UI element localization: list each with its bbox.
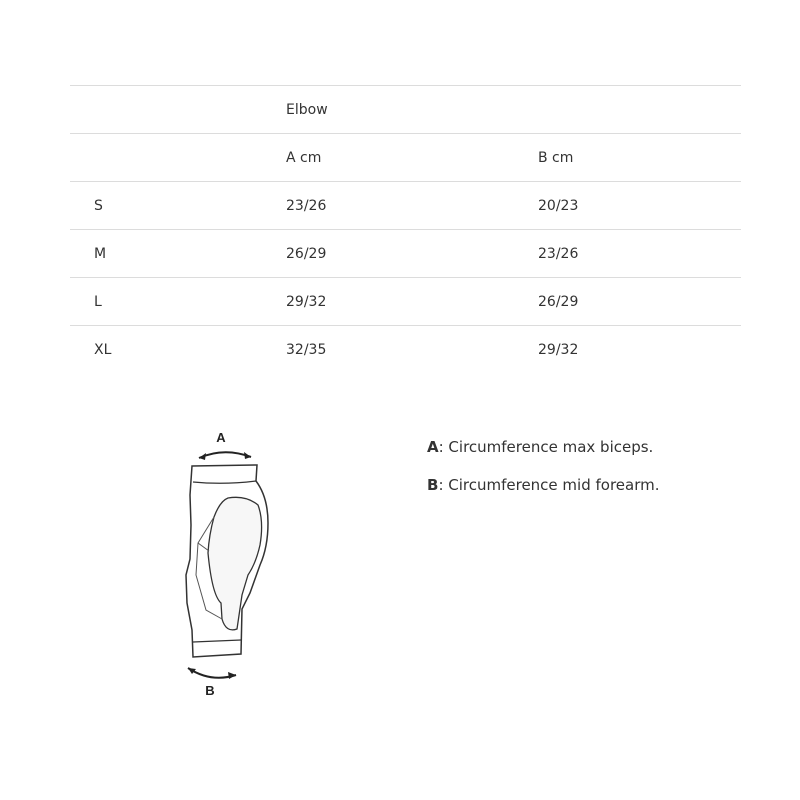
legend-key-a: A bbox=[427, 438, 439, 456]
size-chart-table bbox=[70, 85, 741, 373]
elbow-pad-diagram bbox=[176, 425, 276, 700]
empty-cell bbox=[70, 86, 286, 134]
table-row bbox=[70, 326, 741, 374]
measure-arrow-a-icon bbox=[199, 452, 251, 458]
diagram-label-a: A bbox=[216, 430, 226, 445]
measure-b: 20/23 bbox=[538, 182, 741, 230]
measure-a: 26/29 bbox=[286, 230, 538, 278]
table-title-row bbox=[70, 86, 741, 134]
measure-a: 32/35 bbox=[286, 326, 538, 374]
size-label: M bbox=[70, 230, 286, 278]
measure-a: 23/26 bbox=[286, 182, 538, 230]
measure-b: 29/32 bbox=[538, 326, 741, 374]
column-header-a: A cm bbox=[286, 134, 538, 182]
legend-row-a bbox=[427, 437, 660, 457]
column-header-b: B cm bbox=[538, 134, 741, 182]
table-row bbox=[70, 230, 741, 278]
measure-b: 26/29 bbox=[538, 278, 741, 326]
arrowhead-icon bbox=[228, 672, 236, 679]
size-label: S bbox=[70, 182, 286, 230]
empty-cell bbox=[538, 86, 741, 134]
measurement-legend bbox=[427, 437, 660, 513]
table-row bbox=[70, 182, 741, 230]
legend-row-b bbox=[427, 475, 660, 495]
legend-text-b: : Circumference mid forearm. bbox=[438, 476, 660, 494]
measure-a: 29/32 bbox=[286, 278, 538, 326]
arrowhead-icon bbox=[244, 452, 251, 459]
legend-key-b: B bbox=[427, 476, 439, 494]
empty-cell bbox=[70, 134, 286, 182]
size-label: L bbox=[70, 278, 286, 326]
measure-b: 23/26 bbox=[538, 230, 741, 278]
size-label: XL bbox=[70, 326, 286, 374]
diagram-label-b: B bbox=[205, 683, 215, 698]
table-title: Elbow bbox=[286, 86, 538, 134]
table-row bbox=[70, 278, 741, 326]
column-header-row bbox=[70, 134, 741, 182]
legend-text-a: : Circumference max biceps. bbox=[438, 438, 654, 456]
